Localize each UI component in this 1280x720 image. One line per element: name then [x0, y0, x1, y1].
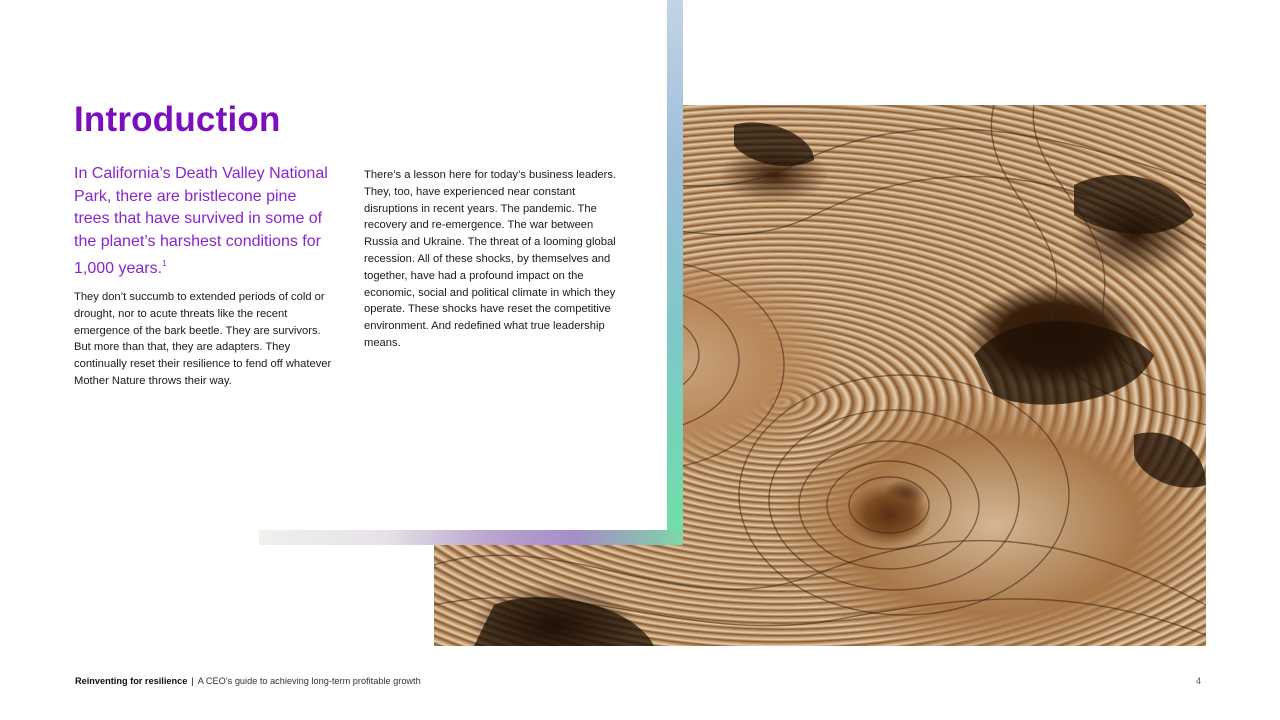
footer-subtitle: A CEO’s guide to achieving long-term profitable growth — [197, 676, 421, 686]
page-title: Introduction — [74, 100, 281, 139]
lead-text: In California’s Death Valley National Park, there are bristlecone pine trees that have survived in some of the planet’s harshest conditions for 1,000 years. — [74, 165, 328, 278]
body-paragraph-left: They don’t succumb to extended periods of cold or drought, nor to acute threats like the recent emergence of the bark beetle. They are survivors. But more than that, they are adapters. They continually reset their resilience to fend off whatever Mother Nature throws their way. — [74, 291, 332, 387]
footer — [75, 676, 421, 686]
footer-doc-title: Reinventing for resilience — [75, 676, 188, 686]
lead-paragraph — [74, 163, 336, 281]
footnote-marker: 1 — [162, 259, 167, 269]
gradient-accent-vertical — [667, 0, 683, 545]
footer-separator: | — [191, 676, 194, 686]
gradient-accent-horizontal — [259, 530, 683, 545]
page-number: 4 — [1196, 676, 1202, 686]
body-paragraph-right: There’s a lesson here for today’s business leaders. They, too, have experienced near constant disruptions in recent years. The pandemic. The recovery and re-emergence. The war between Russia and Ukraine. The threat of a looming global recession. All of these shocks, by themselves and together, have had a profound impact on the economic, social and political climate in which they operate. These shocks have reset the competitive environment. And redefined what true leadership means. — [364, 169, 617, 349]
